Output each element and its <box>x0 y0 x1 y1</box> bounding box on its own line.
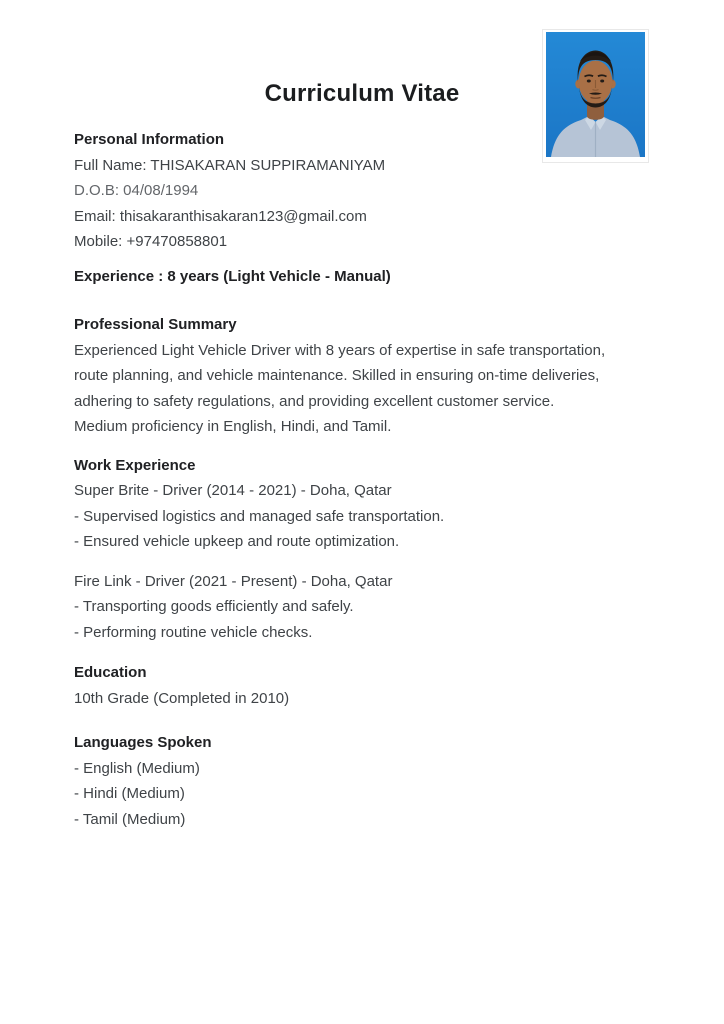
education-heading: Education <box>74 664 147 681</box>
mobile-line: Mobile: +97470858801 <box>74 233 228 250</box>
language-line: - Tamil (Medium) <box>74 810 186 828</box>
section-personal-information <box>74 127 664 255</box>
job-bullet-line: - Transporting goods efficiently and safely. <box>74 598 354 615</box>
summary-line: Experienced Light Vehicle Driver with 8 years of expertise in safe transportation, <box>74 341 606 359</box>
section-work-experience <box>74 453 664 646</box>
section-education <box>74 660 664 711</box>
job-entry <box>74 569 664 646</box>
summary-line: adhering to safety regulations, and providing excellent customer service. <box>74 392 555 410</box>
experience-summary-line: Experience : 8 years (Light Vehicle - Manual) <box>74 267 391 285</box>
personal-information-heading: Personal Information <box>74 131 225 148</box>
language-line: - English (Medium) <box>74 759 200 777</box>
summary-line: Medium proficiency in English, Hindi, and Tamil. <box>74 418 392 435</box>
section-professional-summary <box>74 312 664 440</box>
cv-body <box>74 127 664 832</box>
job-bullet-line: - Performing routine vehicle checks. <box>74 623 313 641</box>
job-title-line: Super Brite - Driver (2014 - 2021) - Doha, Qatar <box>74 482 392 499</box>
dob-line: D.O.B: 04/08/1994 <box>74 182 199 199</box>
work-experience-heading: Work Experience <box>74 456 196 474</box>
email-line: Email: thisakaranthisakaran123@gmail.com <box>74 207 367 225</box>
languages-spoken-heading: Languages Spoken <box>74 734 212 751</box>
summary-line: route planning, and vehicle maintenance. Skilled in ensuring on-time deliveries, <box>74 367 600 384</box>
education-detail-line: 10th Grade (Completed in 2010) <box>74 689 290 707</box>
job-bullet-line: - Supervised logistics and managed safe transportation. <box>74 507 445 525</box>
language-line: - Hindi (Medium) <box>74 785 185 802</box>
section-languages-spoken <box>74 730 664 832</box>
job-entry <box>74 478 664 555</box>
job-title-line: Fire Link - Driver (2021 - Present) - Doha, Qatar <box>74 572 393 590</box>
job-bullet-line: - Ensured vehicle upkeep and route optimization. <box>74 533 400 550</box>
professional-summary-heading: Professional Summary <box>74 316 237 333</box>
page-title: Curriculum Vitae <box>264 80 460 107</box>
full-name-line: Full Name: THISAKARAN SUPPIRAMANIYAM <box>74 156 386 174</box>
